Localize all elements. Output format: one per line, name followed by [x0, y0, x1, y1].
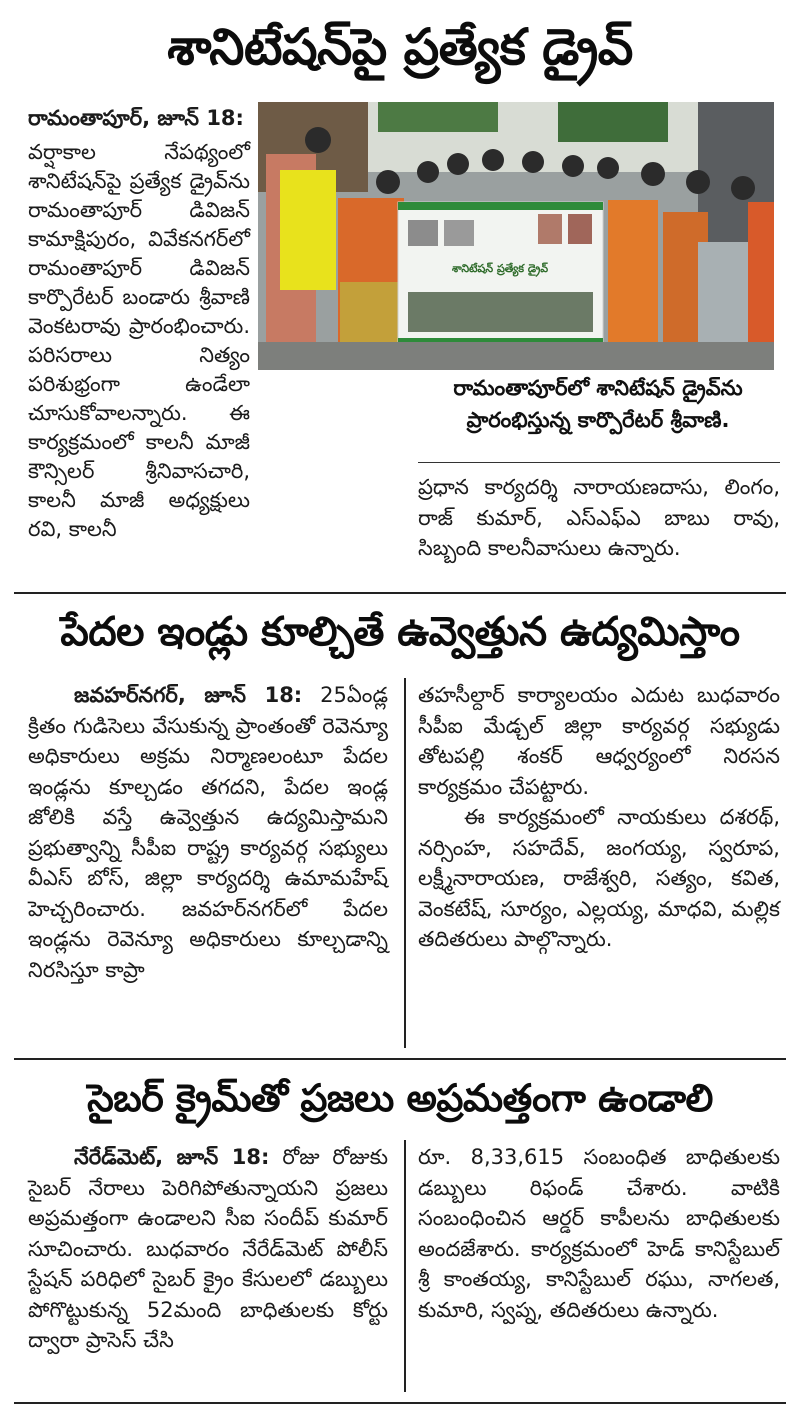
article2-headline: పేదల ఇండ్లు కూల్చితే ఉవ్వెత్తున ఉద్యమిస్తాం [60, 609, 740, 655]
article2-column1 [28, 680, 388, 1048]
article3-body-col2: రూ. 8,33,615 సంబంధిత బాధితులకు డబ్బులు రిఫండ్ చేశారు. వాటికి సంబంధించిన ఆర్డర్ కాపీలను బాధితులకు అందజేశారు. కార్యక్రమంలో హెడ్ కానిస్టేబుల్ శ్రీ కాంతయ్య, కానిస్టేబుల్ రఘు, నాగలత, కుమారి, స్వప్న, తదితరులు ఉన్నారు. [418, 1145, 780, 1322]
article3-column2 [418, 1142, 780, 1392]
article3-column1 [28, 1142, 388, 1392]
article1-body-col1: వర్షాకాల నేపథ్యంలో శానిటేషన్‌పై ప్రత్యేక డ్రైవ్‌ను రామంతాపూర్ డివిజన్ కామాక్షిపురం, వివేక‌నగర్‌లో రామంతాపూర్ డివిజన్ కార్పొరేటర్ బండారు శ్రీవాణి వెంకటరావు ప్రారంభించారు. పరిసరాలు నిత్యం పరిశుభ్రంగా ఉండేలా చూసుకోవాలన్నారు. ఈ కార్యక్రమంలో కాలనీ మాజీ కౌన్సిలర్ శ్రీనివాసచారి, కాలనీ మాజీ అధ్యక్షులు రవి, కాలనీ [28, 140, 250, 541]
article1-body-col2: ప్రధాన కార్యదర్శి నారాయణదాసు, లింగం, రాజ్ కుమార్, ఎస్ఎఫ్‌ఎ బాబు రావు, సిబ్బంది కాలనీవాసులు ఉన్నారు. [418, 475, 780, 560]
divider-1 [14, 592, 786, 594]
article2-column2 [418, 680, 780, 1048]
article3-dateline: నేరేడ్‌మెట్, జూన్ 18: [74, 1145, 270, 1169]
article3-column-divider [404, 1140, 406, 1392]
article2-body-col1: 25ఏండ్ల క్రితం గుడిసెలు వేసుకున్న ప్రాంతంతో రెవెన్యూ అధికారులు అక్రమ నిర్మాణలంటూ పేదల ఇండ్లను కూల్చడం తగదని, పేదల ఇండ్ల జోలికి వస్తే ఉవ్వెత్తున ఉద్యమిస్తామని ప్రభుత్వాన్ని సీపీఐ రాష్ట్ర కార్యవర్గ సభ్యులు వీఎస్ బోస్, జిల్లా కార్యదర్శి ఉమామహేష్ హెచ్చరించారు. జవహర్‌నగర్‌లో పేదల ఇండ్లను రెవెన్యూ అధికారులు కూల్చడాన్ని నిరసిస్తూ కాప్రా [28, 683, 388, 982]
article1-photo-caption: రామంతాపూర్‌లో శానిటేషన్ డ్రైవ్‌ను ప్రారంభిస్తున్న కార్పొరేటర్ శ్రీవాణి. [453, 376, 743, 432]
article1-dateline: రామంతాపూర్, జూన్ 18: [28, 106, 244, 130]
article1-column2 [418, 472, 780, 587]
article3-headline: సైబర్ క్రైమ్‌తో ప్రజలు అప్రమత్తంగా ఉండాలి [87, 1076, 713, 1120]
sanitation-drive-photo [258, 102, 774, 370]
bottom-rule [14, 1402, 786, 1404]
article2-body-col2-p1: తహసీల్దార్ కార్యాలయం ఎదుట బుధవారం సీపీఐ మేడ్చల్ జిల్లా కార్యవర్గ సభ్యుడు తోటపల్లి శంకర్ ఆధ్వర్యంలో నిరసన కార్యక్రమం చేపట్టారు. [418, 683, 780, 799]
article2-dateline: జవహర్‌నగర్, జూన్ 18: [74, 683, 303, 707]
article3-body-col1: రోజు రోజుకు సైబర్ నేరాలు పెరిగిపోతున్నాయని ప్రజలు అప్రమత్తంగా ఉండాలని సీఐ సందీప్ కుమార్ సూచించారు. బుధవారం నేరేడ్‌మెట్ పోలీస్ స్టేషన్ పరిధిలో సైబర్ క్రైం కేసులలో డబ్బులు పోగొట్టుకున్న 52మంది బాధితులకు కోర్టు ద్వారా ప్రాసెస్ చేసి [28, 1145, 388, 1352]
article2-body-col2-p2: ఈ కార్యక్రమంలో నాయకులు దశరథ్, నర్సింహ, సహదేవ్, జంగయ్య, స్వరూప, లక్ష్మీనారాయణ, రాజేశ్వరి, సత్యం, కవిత, వెంకటేష్, సూర్యం, ఎల్లయ్య, మాధవి, మల్లిక తదితరులు పాల్గొన్నారు. [418, 805, 780, 951]
article2-column-divider [404, 678, 406, 1048]
article1-column1-top [28, 104, 250, 133]
article1-photo [258, 102, 774, 370]
caption-rule [418, 462, 780, 463]
article1-headline: శానిటేషన్‌పై ప్రత్యేక డ్రైవ్ [167, 18, 633, 76]
article1-column1-lower [28, 392, 388, 584]
article1-column1-upper [28, 138, 250, 541]
banner-text: శానిటేషన్ ప్రత్యేక డ్రైవ్ [451, 262, 549, 275]
